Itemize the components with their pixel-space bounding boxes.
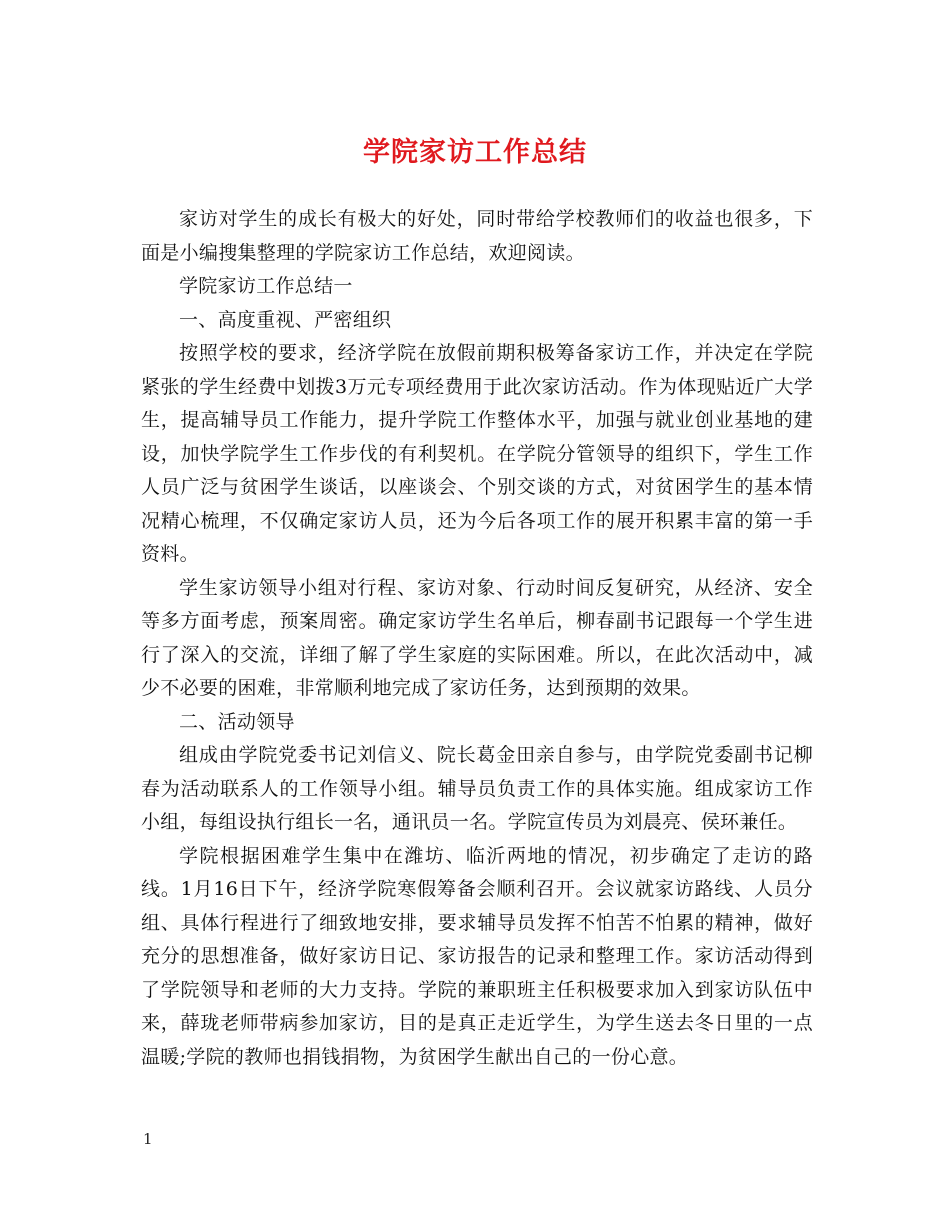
document-body	[141, 203, 813, 1074]
subheading-attention-organization: 一、高度重视、严密组织	[179, 308, 392, 331]
body-paragraph: 按照学校的要求，经济学院在放假前期积极筹备家访工作，并决定在学院紧张的学生经费中划拨3万元专项经费用于此次家访活动。作为体现贴近广大学生，提高辅导员工作能力，提升学院工作整体水平，加强与就业创业基地的建设，加快学院学生工作步伐的有利契机。在学院分管领导的组织下，学生工作人员广泛与贫困学生谈话，以座谈会、个别交谈的方式，对贫困学生的基本情况精心梳理，不仅确定家访人员，还为今后各项工作的展开积累丰富的第一手资料。	[141, 342, 813, 565]
page-number: 1	[143, 1130, 153, 1148]
subheading-activity-leadership: 二、活动领导	[179, 710, 295, 733]
section-heading-summary-one: 学院家访工作总结一	[179, 275, 353, 297]
document-title: 学院家访工作总结	[363, 137, 587, 168]
body-paragraph: 组成由学院党委书记刘信义、院长葛金田亲自参与，由学院党委副书记柳春为活动联系人的工作领导小组。辅导员负责工作的具体实施。组成家访工作小组，每组设执行组长一名，通讯员一名。学院宣传员为刘晨亮、侯环兼任。	[141, 744, 813, 833]
body-paragraph: 学生家访领导小组对行程、家访对象、行动时间反复研究，从经济、安全等多方面考虑，预案周密。确定家访学生名单后，柳春副书记跟每一个学生进行了深入的交流，详细了解了学生家庭的实际困难。所以，在此次活动中，减少不必要的困难，非常顺利地完成了家访任务，达到预期的效果。	[141, 576, 813, 699]
body-paragraph: 学院根据困难学生集中在潍坊、临沂两地的情况，初步确定了走访的路线。1月16日下午，经济学院寒假筹备会顺利召开。会议就家访路线、人员分组、具体行程进行了细致地安排，要求辅导员发挥不怕苦不怕累的精神，做好充分的思想准备，做好家访日记、家访报告的记录和整理工作。家访活动得到了学院领导和老师的大力支持。学院的兼职班主任积极要求加入到家访队伍中来，薛珑老师带病参加家访，目的是真正走近学生，为学生送去冬日里的一点温暖;学院的教师也捐钱捐物，为贫困学生献出自己的一份心意。	[141, 844, 813, 1068]
intro-paragraph: 家访对学生的成长有极大的好处，同时带给学校教师们的收益也很多，下面是小编搜集整理的学院家访工作总结，欢迎阅读。	[141, 208, 813, 264]
